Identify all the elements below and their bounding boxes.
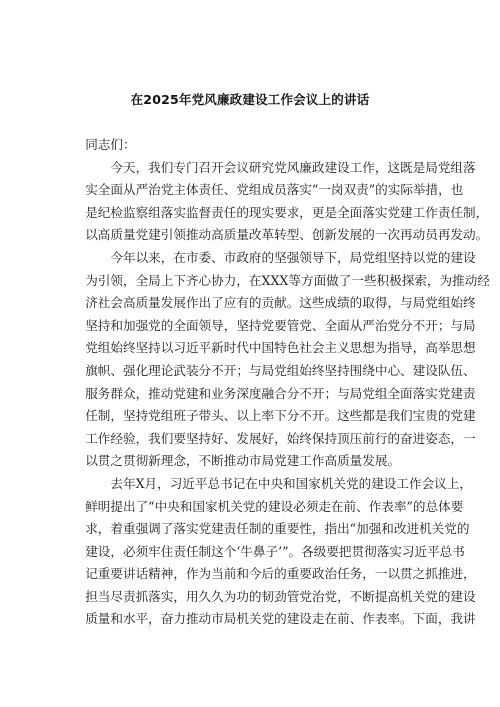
paragraph-line: 今天，我们专门召开会议研究党风廉政建设工作，这既是局党组落 [110,159,476,175]
paragraph-line: 为引领，全局上下齐心协力，在XXX等方面做了一些积极探索，为推动经 [85,272,490,288]
paragraph-line: 今年以来，在市委、市政府的坚强领导下，局党组坚持以党的建设 [110,249,476,265]
paragraph-line: 担当尽责抓落实，用久久为功的韧劲管党治党，不断提高机关党的建设 [85,588,476,604]
paragraph-line: 服务群众，推动党建和业务深度融合分不开；与局党组全面落实党建责 [85,385,476,401]
paragraph-line: 以贯之贯彻新理念，不断推动市局党建工作高质量发展。 [85,453,401,469]
salutation: 同志们： [85,137,136,152]
document-body [60,134,490,631]
paragraph-1 [60,157,489,247]
paragraph-2 [60,247,490,473]
paragraph-line: 任制，坚持党组班子带头、以上率下分不开。这些都是我们宝贵的党建 [85,408,476,424]
paragraph-line: 去年X月，习近平总书记在中央和国家机关党的建设工作会议上， [110,475,472,491]
document-title: 在2025年党风廉政建设工作会议上的讲话 [130,92,370,107]
paragraph-line: 记重要讲话精神，作为当前和今后的重要政治任务，一以贯之抓推进， [85,566,476,582]
paragraph-line: 建设，必须牢住责任制这个‘牛鼻子’”。各级要把贯彻落实习近平总书 [85,543,465,559]
paragraph-line: 坚持和加强党的全面领导，坚持党要管党、全面从严治党分不开；与局 [85,317,476,333]
paragraph-line: 实全面从严治党主体责任、党组成员落实“一岗双责”的实际举措，也 [85,182,464,198]
paragraph-line: 旗帜、强化理论武装分不开；与局党组始终坚持围绕中心、建设队伍、 [85,362,476,378]
paragraph-line: 济社会高质量发展作出了应有的贡献。这些成绩的取得，与局党组始终 [85,295,476,311]
paragraph-line: 以高质量党建引领推动高质量改革转型、创新发展的一次再动员再发动。 [85,227,489,243]
paragraph-line: 质量和水平，奋力推动市局机关党的建设走在前、作表率。下面，我讲 [85,611,476,627]
paragraph-line: 工作经验，我们要坚持好、发展好，始终保持顶压前行的奋进姿态，一 [85,430,476,446]
paragraph-line: 党组始终坚持以习近平新时代中国特色社会主义思想为指导，高举思想 [85,340,476,356]
paragraph-line: 是纪检监察组落实监督责任的现实要求，更是全面落实党建工作责任制， [85,204,489,220]
paragraph-line: 鲜明提出了“中央和国家机关党的建设必须走在前、作表率”的总体要 [85,498,464,514]
paragraph-3 [60,473,476,631]
paragraph-line: 求，着重强调了落实党建责任制的重要性，指出“加强和改进机关党的 [85,521,470,537]
